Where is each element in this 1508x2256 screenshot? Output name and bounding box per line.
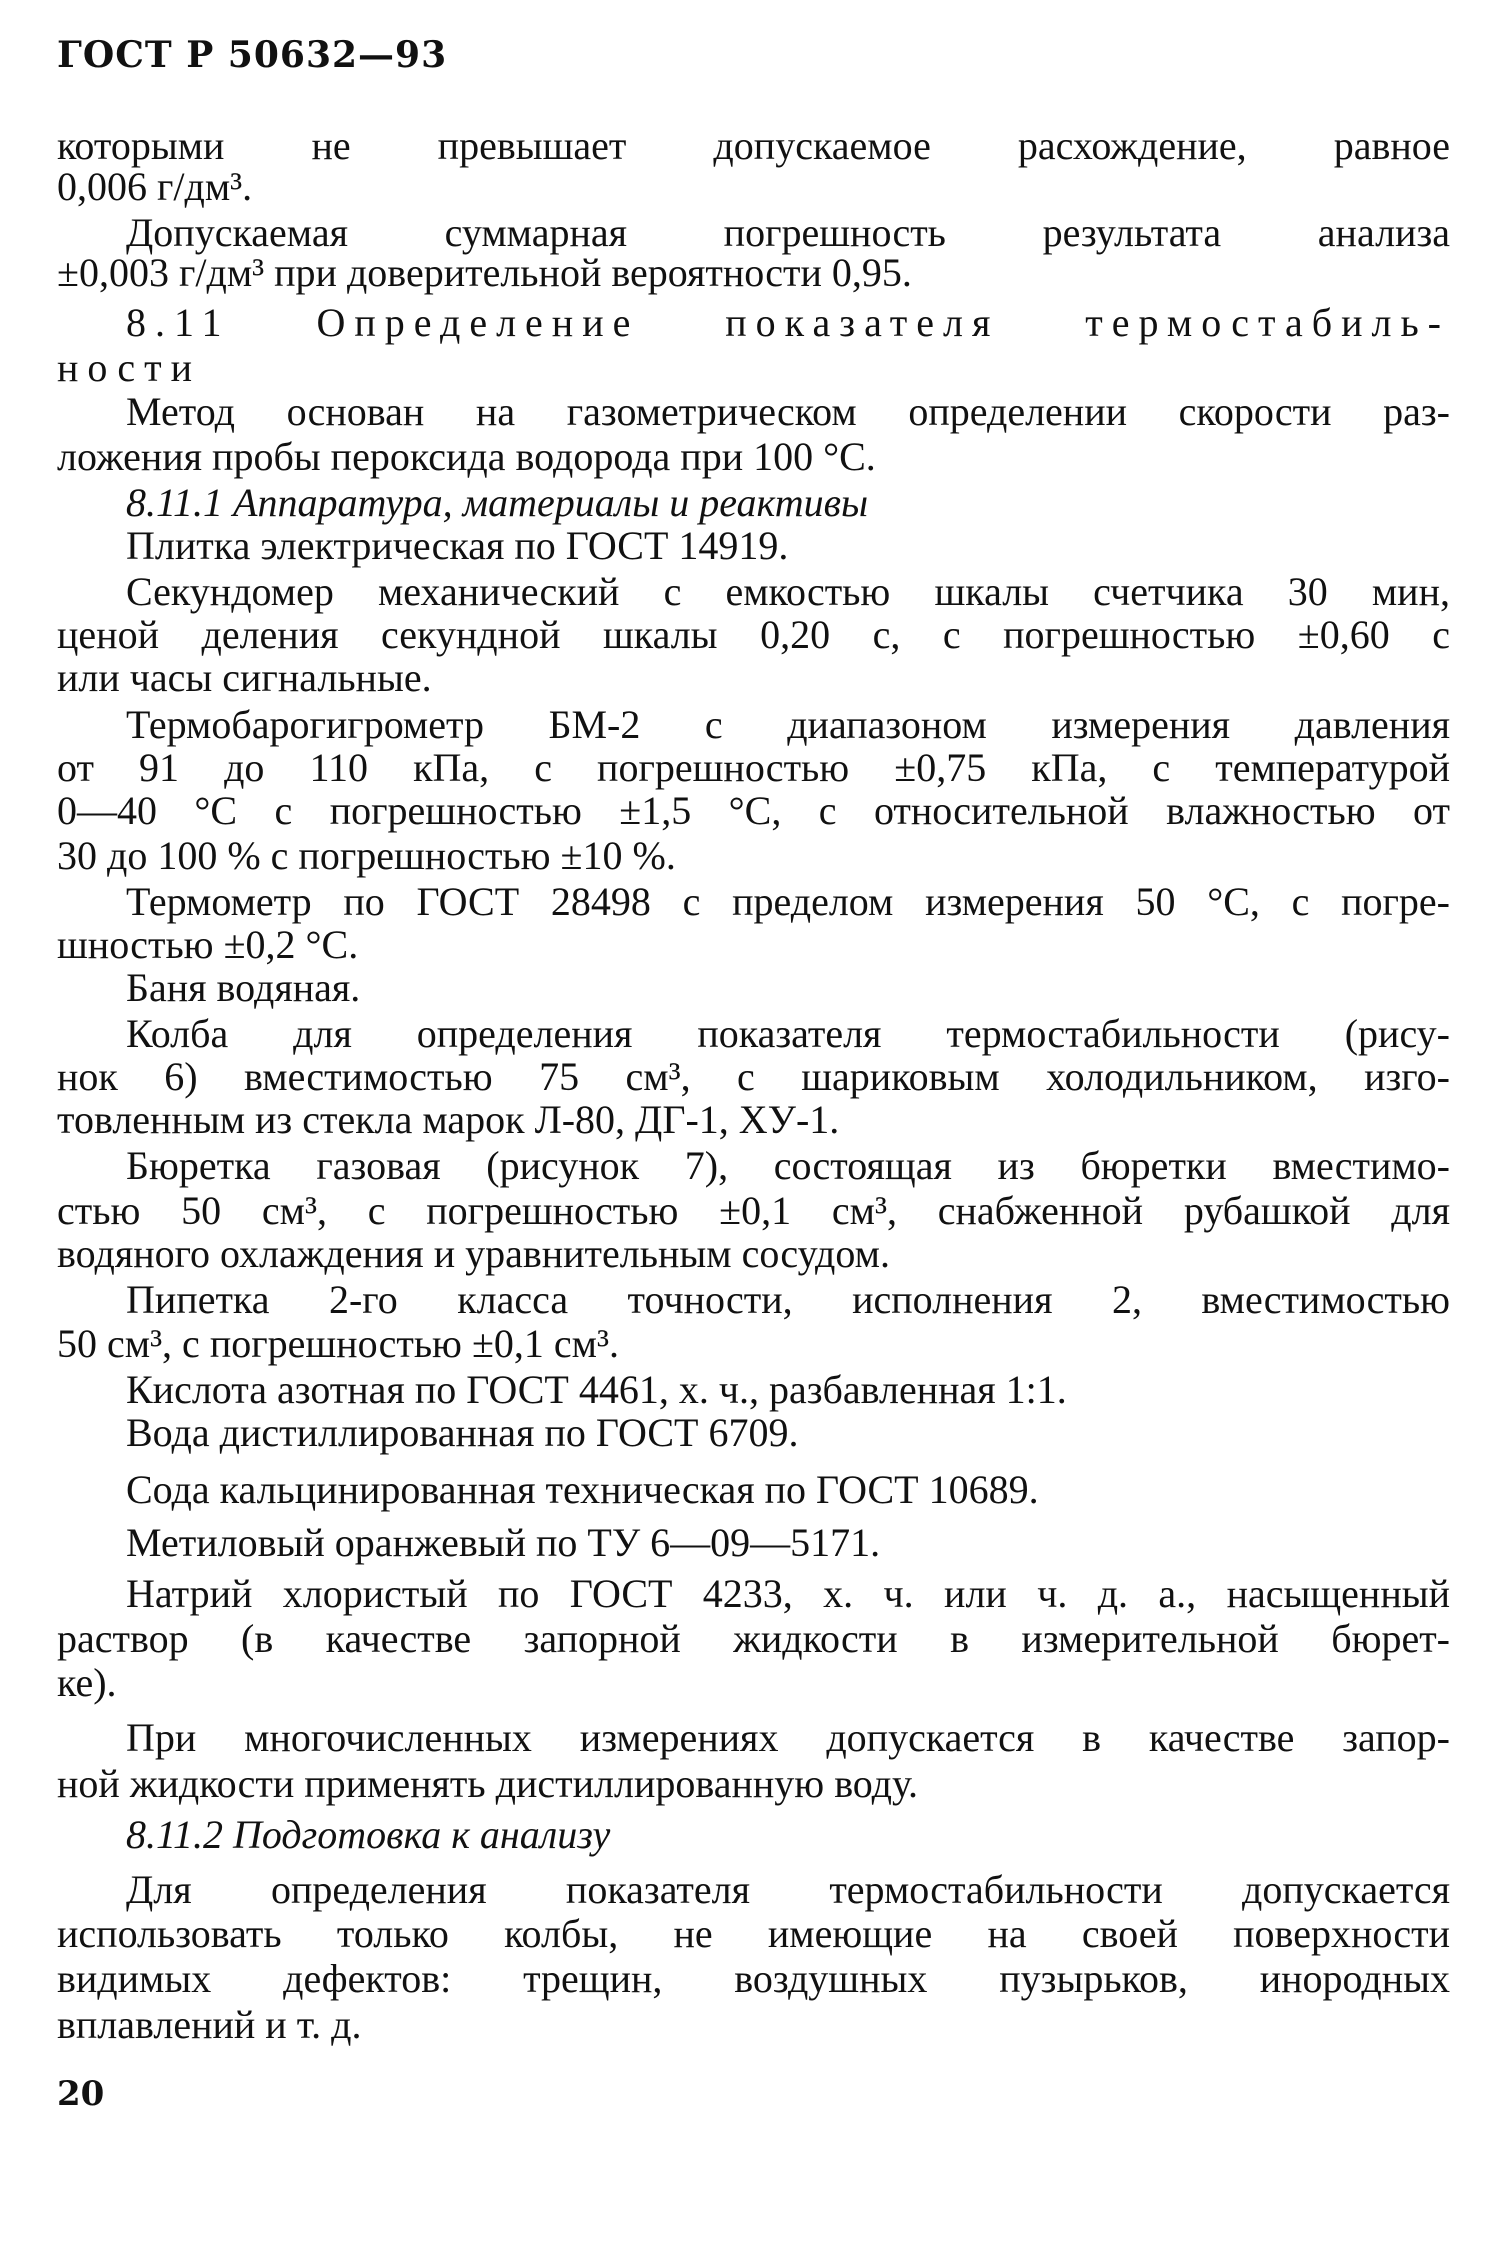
text-line: видимых дефектов: трещин, воздушных пузырьков, инородных (57, 1956, 1450, 2001)
text-line: 0,006 г/дм³. (57, 164, 253, 209)
text-line: Пипетка 2-го класса точности, исполнения 2, вместимостью (126, 1277, 1450, 1322)
text-line: ке). (57, 1660, 117, 1705)
text-line: ной жидкости применять дистиллированную воду. (57, 1761, 918, 1806)
text-line: 30 до 100 % с погрешностью ±10 %. (57, 833, 676, 878)
page-number: 20 (57, 2074, 105, 2114)
text-line: 0—40 °С с погрешностью ±1,5 °С, с относительной влажностью от (57, 788, 1450, 833)
subsection-heading: 8.11.1 Аппаратура, материалы и реактивы (126, 480, 869, 525)
subsection-heading: 8.11.2 Подготовка к анализу (126, 1812, 611, 1857)
text-line: ±0,003 г/дм³ при доверительной вероятности 0,95. (57, 250, 912, 295)
text-line: нок 6) вместимостью 75 см³, с шариковым холодильником, изго- (57, 1054, 1450, 1099)
text-line: Метод основан на газометрическом определении скорости раз- (126, 389, 1450, 434)
text-line: Метиловый оранжевый по ТУ 6—09—5171. (126, 1520, 881, 1565)
text-line: Плитка электрическая по ГОСТ 14919. (126, 523, 789, 568)
text-line: которыми не превышает допускаемое расхождение, равное (57, 123, 1450, 168)
text-line: Термобарогигрометр БМ-2 с диапазоном измерения давления (126, 702, 1450, 747)
text-line: Термометр по ГОСТ 28498 с пределом измерения 50 °С, с погре- (126, 879, 1450, 924)
document-header: ГОСТ Р 50632—93 (57, 34, 448, 76)
text-line: водяного охлаждения и уравнительным сосудом. (57, 1231, 890, 1276)
text-line: Баня водяная. (126, 965, 361, 1010)
text-line: вплавлений и т. д. (57, 2002, 362, 2047)
text-line: стью 50 см³, с погрешностью ±0,1 см³, снабженной рубашкой для (57, 1188, 1450, 1233)
text-line: Колба для определения показателя термостабильности (рису- (126, 1011, 1450, 1056)
text-line: 50 см³, с погрешностью ±0,1 см³. (57, 1321, 619, 1366)
text-line: Сода кальцинированная техническая по ГОСТ 10689. (126, 1467, 1039, 1512)
text-line: Кислота азотная по ГОСТ 4461, х. ч., разбавленная 1:1. (126, 1367, 1067, 1412)
section-heading: 8.11 Определение показателя термостабиль- (126, 300, 1450, 345)
section-heading: ности (57, 345, 202, 390)
text-line: раствор (в качестве запорной жидкости в измерительной бюрет- (57, 1616, 1450, 1661)
text-line: шностью ±0,2 °С. (57, 922, 359, 967)
text-line: Секундомер механический с емкостью шкалы счетчика 30 мин, (126, 569, 1450, 614)
text-line: Вода дистиллированная по ГОСТ 6709. (126, 1410, 799, 1455)
text-line: При многочисленных измерениях допускается в качестве запор- (126, 1715, 1450, 1760)
text-line: Натрий хлористый по ГОСТ 4233, х. ч. или ч. д. а., насыщенный (126, 1571, 1450, 1616)
text-line: Бюретка газовая (рисунок 7), состоящая из бюретки вместимо- (126, 1143, 1450, 1188)
text-line: ценой деления секундной шкалы 0,20 с, с погрешностью ±0,60 с (57, 612, 1450, 657)
text-line: или часы сигнальные. (57, 655, 432, 700)
text-line: ложения пробы пероксида водорода при 100 °С. (57, 434, 876, 479)
text-line: Для определения показателя термостабильности допускается (126, 1867, 1450, 1912)
text-line: Допускаемая суммарная погрешность результата анализа (126, 210, 1450, 255)
text-line: использовать только колбы, не имеющие на своей поверхности (57, 1911, 1450, 1956)
text-line: от 91 до 110 кПа, с погрешностью ±0,75 кПа, с температурой (57, 745, 1450, 790)
text-line: товленным из стекла марок Л-80, ДГ-1, ХУ-1. (57, 1097, 840, 1142)
